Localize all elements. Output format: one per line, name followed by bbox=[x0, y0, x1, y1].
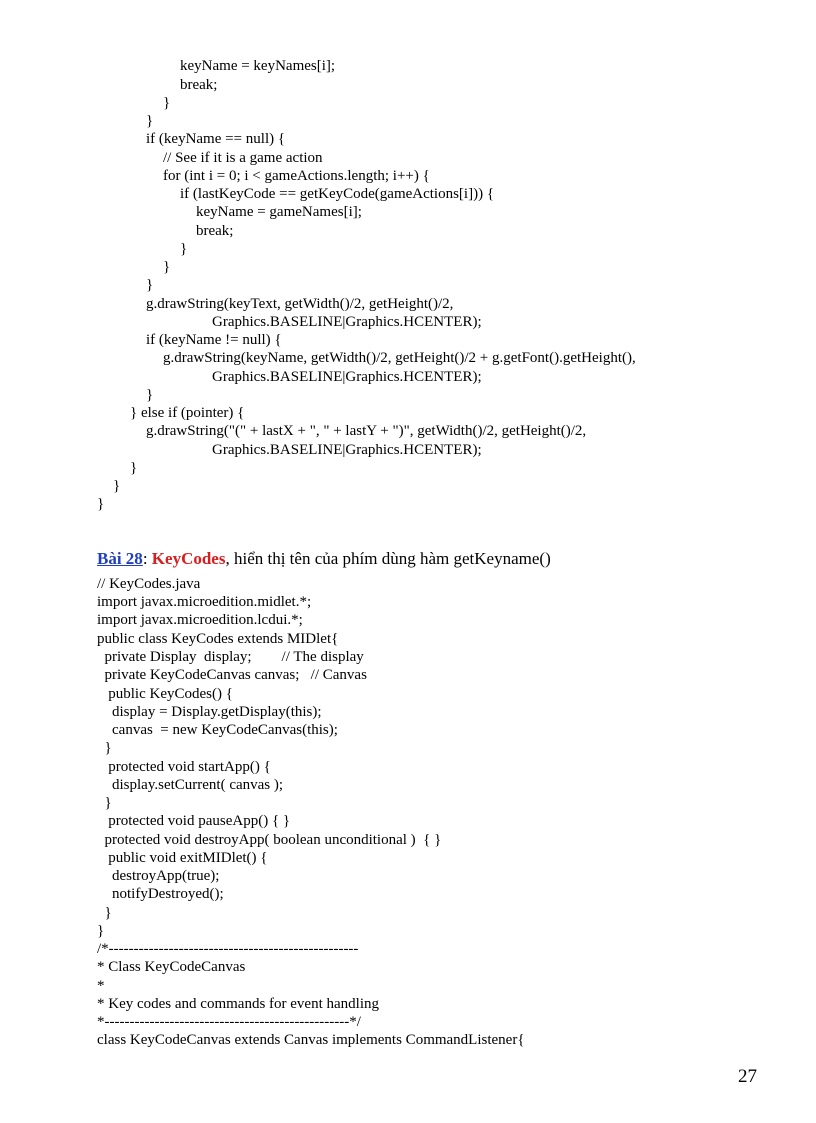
code-line: * bbox=[97, 978, 105, 994]
exercise-title: KeyCodes bbox=[151, 549, 226, 568]
code-line: display.setCurrent( canvas ); bbox=[97, 777, 284, 793]
code-line: } bbox=[113, 478, 121, 494]
code-line: notifyDestroyed(); bbox=[97, 886, 224, 902]
code-line: } bbox=[146, 113, 154, 129]
code-line: protected void startApp() { bbox=[97, 759, 271, 775]
code-line: public class KeyCodes extends MIDlet{ bbox=[97, 631, 339, 647]
page-number: 27 bbox=[738, 1066, 757, 1087]
code-line: } bbox=[146, 387, 154, 403]
exercise-number-link[interactable]: Bài 28 bbox=[97, 549, 143, 568]
exercise-separator: : bbox=[142, 549, 152, 568]
code-line: * Class KeyCodeCanvas bbox=[97, 959, 246, 975]
code-line: // See if it is a game action bbox=[163, 150, 323, 166]
code-line: import javax.microedition.lcdui.*; bbox=[97, 612, 303, 628]
code-line: private Display display; // The display bbox=[97, 649, 364, 665]
code-line: keyName = keyNames[i]; bbox=[180, 58, 336, 74]
code-line: g.drawString(keyName, getWidth()/2, getHeight()/2 + g.getFont().getHeight(), bbox=[163, 350, 636, 366]
code-line: protected void destroyApp( boolean unconditional ) { } bbox=[97, 832, 442, 848]
code-line: } bbox=[97, 795, 112, 811]
exercise-heading bbox=[97, 549, 551, 569]
code-line: if (lastKeyCode == getKeyCode(gameActions[i])) { bbox=[180, 186, 495, 202]
code-line: g.drawString(keyText, getWidth()/2, getHeight()/2, bbox=[146, 296, 454, 312]
code-line: } bbox=[97, 496, 105, 512]
code-line: break; bbox=[180, 77, 218, 93]
code-line: } bbox=[146, 277, 154, 293]
code-line: protected void pauseApp() { } bbox=[97, 813, 291, 829]
code-line: *-------------------------------------------------*/ bbox=[97, 1014, 361, 1030]
code-line: public KeyCodes() { bbox=[97, 686, 233, 702]
code-line: for (int i = 0; i < gameActions.length; i++) { bbox=[163, 168, 430, 184]
code-line: Graphics.BASELINE|Graphics.HCENTER); bbox=[212, 369, 482, 385]
code-line: } bbox=[97, 923, 105, 939]
code-line: * Key codes and commands for event handling bbox=[97, 996, 380, 1012]
code-line: public void exitMIDlet() { bbox=[97, 850, 268, 866]
code-line: } bbox=[97, 905, 112, 921]
code-line: Graphics.BASELINE|Graphics.HCENTER); bbox=[212, 442, 482, 458]
code-line: } bbox=[130, 460, 138, 476]
code-line: g.drawString("(" + lastX + ", " + lastY + ")", getWidth()/2, getHeight()/2, bbox=[146, 423, 587, 439]
code-line: } bbox=[180, 241, 188, 257]
code-line: display = Display.getDisplay(this); bbox=[97, 704, 322, 720]
code-line: if (keyName != null) { bbox=[146, 332, 282, 348]
code-line: } bbox=[97, 740, 112, 756]
code-line: break; bbox=[196, 223, 234, 239]
exercise-description: , hiển thị tên của phím dùng hàm getKeyname() bbox=[225, 549, 551, 568]
code-line: keyName = gameNames[i]; bbox=[196, 204, 362, 220]
code-line: class KeyCodeCanvas extends Canvas implements CommandListener{ bbox=[97, 1032, 525, 1048]
code-line: } bbox=[163, 95, 171, 111]
code-line: import javax.microedition.midlet.*; bbox=[97, 594, 312, 610]
code-line: } else if (pointer) { bbox=[130, 405, 245, 421]
code-line: canvas = new KeyCodeCanvas(this); bbox=[97, 722, 338, 738]
code-line: Graphics.BASELINE|Graphics.HCENTER); bbox=[212, 314, 482, 330]
code-line: /*-------------------------------------------------- bbox=[97, 941, 359, 957]
code-line: if (keyName == null) { bbox=[146, 131, 286, 147]
code-line: } bbox=[163, 259, 171, 275]
code-line: destroyApp(true); bbox=[97, 868, 220, 884]
code-line: // KeyCodes.java bbox=[97, 576, 201, 592]
code-line: private KeyCodeCanvas canvas; // Canvas bbox=[97, 667, 367, 683]
